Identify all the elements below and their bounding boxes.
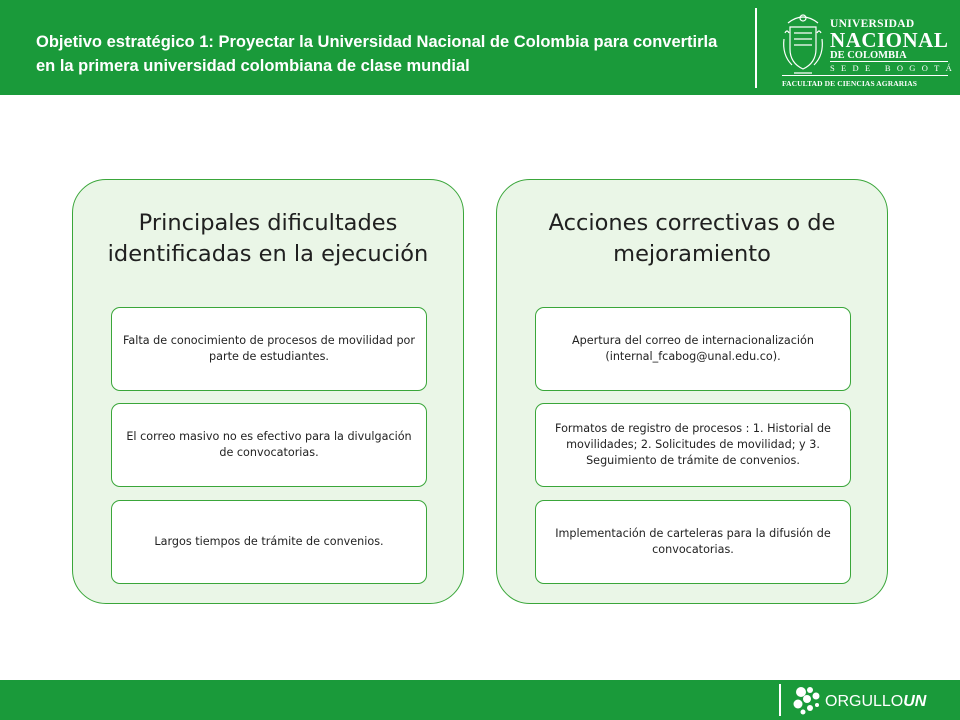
orgullo-label: ORGULLO — [825, 693, 904, 710]
difficulties-panel — [72, 179, 464, 604]
orgullo-un-text — [825, 693, 926, 711]
un-label: UN — [903, 693, 927, 710]
difficulties-panel-title: Principales dificultades identificadas en la ejecución — [107, 210, 429, 267]
page-title: Objetivo estratégico 1: Proyectar la Universidad Nacional de Colombia para convertirla en la primera universidad colombiana de clase mundial — [36, 33, 718, 75]
actions-panel — [496, 179, 888, 604]
bubbles-icon — [790, 683, 824, 717]
difficulty-card: Largos tiempos de trámite de convenios. — [111, 500, 427, 584]
action-card: Formatos de registro de procesos : 1. Historial de movilidades; 2. Solicitudes de movilidad; y 3. Seguimiento de trámite de convenios. — [535, 403, 851, 487]
university-logo — [780, 5, 959, 90]
logo-line-nacional: NACIONAL — [830, 28, 949, 52]
action-card: Implementación de carteleras para la difusión de convocatorias. — [535, 500, 851, 584]
logo-rule — [830, 61, 948, 62]
header-divider — [755, 8, 757, 88]
footer-bar — [0, 680, 960, 720]
orgullo-un-logo — [790, 683, 950, 717]
logo-rule — [782, 75, 948, 76]
logo-line-sede: SEDE BOGOTÁ — [830, 63, 959, 73]
actions-panel-title: Acciones correctivas o de mejoramiento — [548, 210, 836, 267]
logo-line-de-colombia: DE COLOMBIA — [830, 50, 907, 61]
action-card: Apertura del correo de internacionalización (internal_fcabog@unal.edu.co). — [535, 307, 851, 391]
logo-line-universidad: UNIVERSIDAD — [830, 18, 915, 30]
difficulty-card: Falta de conocimiento de procesos de movilidad por parte de estudiantes. — [111, 307, 427, 391]
difficulty-card: El correo masivo no es efectivo para la divulgación de convocatorias. — [111, 403, 427, 487]
logo-line-facultad: FACULTAD DE CIENCIAS AGRARIAS — [782, 79, 918, 88]
header-bar — [0, 0, 960, 95]
footer-divider — [779, 684, 781, 716]
coat-of-arms-icon — [780, 9, 826, 79]
